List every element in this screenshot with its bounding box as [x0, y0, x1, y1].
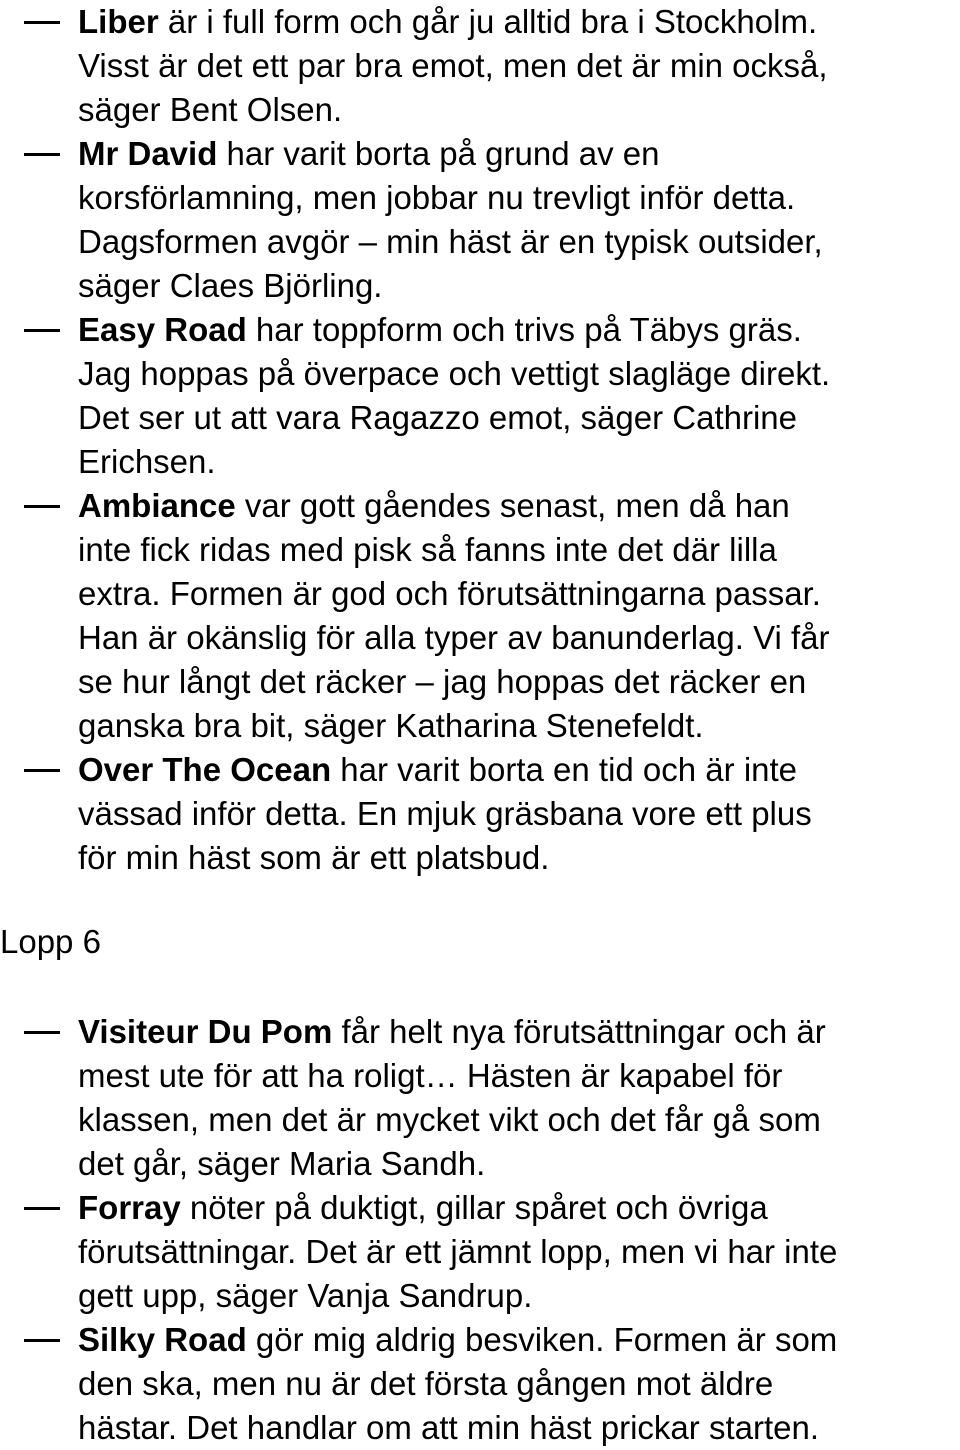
- comment-line: Erichsen.: [78, 443, 216, 480]
- comment-line: extra. Formen är god och förutsättningarna passar.: [78, 575, 821, 612]
- comment-line: Han är okänslig för alla typer av banunderlag. Vi får: [78, 619, 830, 656]
- comment-text: [78, 748, 958, 880]
- comment-line: inte fick ridas med pisk så fanns inte det där lilla: [78, 531, 777, 568]
- horse-name: Over The Ocean: [78, 751, 332, 788]
- dash-bullet: [24, 21, 60, 24]
- horse-name: Liber: [78, 3, 159, 40]
- comment-line: säger Bent Olsen.: [78, 91, 343, 128]
- comment-line: gör mig aldrig besviken. Formen är som: [246, 1321, 838, 1358]
- dash-bullet: [24, 1339, 60, 1342]
- comment-line: har varit borta en tid och är inte: [331, 751, 798, 788]
- comment-line: det går, säger Maria Sandh.: [78, 1145, 486, 1182]
- comment-line: får helt nya förutsättningar och är: [332, 1013, 826, 1050]
- comment-text: [78, 132, 958, 308]
- comment-line: för min häst som är ett platsbud.: [78, 839, 550, 876]
- comment-line: säger Claes Björling.: [78, 267, 383, 304]
- comment-line: Visst är det ett par bra emot, men det är min också,: [78, 47, 828, 84]
- comment-text: [78, 1186, 958, 1318]
- comment-line: Jag hoppas på överpace och vettigt slagläge direkt.: [78, 355, 831, 392]
- comment-line: är i full form och går ju alltid bra i Stockholm.: [158, 3, 818, 40]
- comment-line: Dagsformen avgör – min häst är en typisk outsider,: [78, 223, 823, 260]
- comment-line: nöter på duktigt, gillar spåret och övriga: [180, 1189, 768, 1226]
- comment-line: klassen, men det är mycket vikt och det får gå som: [78, 1101, 821, 1138]
- comment-line: gett upp, säger Vanja Sandrup.: [78, 1277, 533, 1314]
- dash-bullet: [24, 153, 60, 156]
- dash-bullet: [24, 505, 60, 508]
- comment-line: har toppform och trivs på Täbys gräs.: [246, 311, 802, 348]
- comment-line: ganska bra bit, säger Katharina Stenefeldt.: [78, 707, 704, 744]
- dash-bullet: [24, 769, 60, 772]
- comment-line: korsförlamning, men jobbar nu trevligt inför detta.: [78, 179, 796, 216]
- comment-text: [78, 1010, 958, 1186]
- comment-line: hästar. Det handlar om att min häst prickar starten.: [78, 1409, 820, 1446]
- comment-text: [78, 484, 958, 748]
- horse-name: Easy Road: [78, 311, 247, 348]
- horse-name: Silky Road: [78, 1321, 247, 1358]
- dash-bullet: [24, 1031, 60, 1034]
- horse-name: Ambiance: [78, 487, 236, 524]
- horse-name: Mr David: [78, 135, 218, 172]
- dash-bullet: [24, 329, 60, 332]
- dash-bullet: [24, 1207, 60, 1210]
- comment-text: [78, 308, 958, 484]
- horse-name: Forray: [78, 1189, 181, 1226]
- comment-line: har varit borta på grund av en: [217, 135, 660, 172]
- comment-text: [78, 1318, 958, 1450]
- comment-line: Det ser ut att vara Ragazzo emot, säger Cathrine: [78, 399, 798, 436]
- race-heading: Lopp 6: [0, 923, 101, 960]
- comment-text: [78, 0, 958, 132]
- comment-line: se hur långt det räcker – jag hoppas det räcker en: [78, 663, 807, 700]
- comment-line: förutsättningar. Det är ett jämnt lopp, men vi har inte: [78, 1233, 838, 1270]
- comment-line: den ska, men nu är det första gången mot äldre: [78, 1365, 774, 1402]
- comment-line: vässad inför detta. En mjuk gräsbana vore ett plus: [78, 795, 812, 832]
- comment-line: mest ute för att ha roligt… Hästen är kapabel för: [78, 1057, 783, 1094]
- comment-line: var gott gåendes senast, men då han: [235, 487, 790, 524]
- horse-name: Visiteur Du Pom: [78, 1013, 333, 1050]
